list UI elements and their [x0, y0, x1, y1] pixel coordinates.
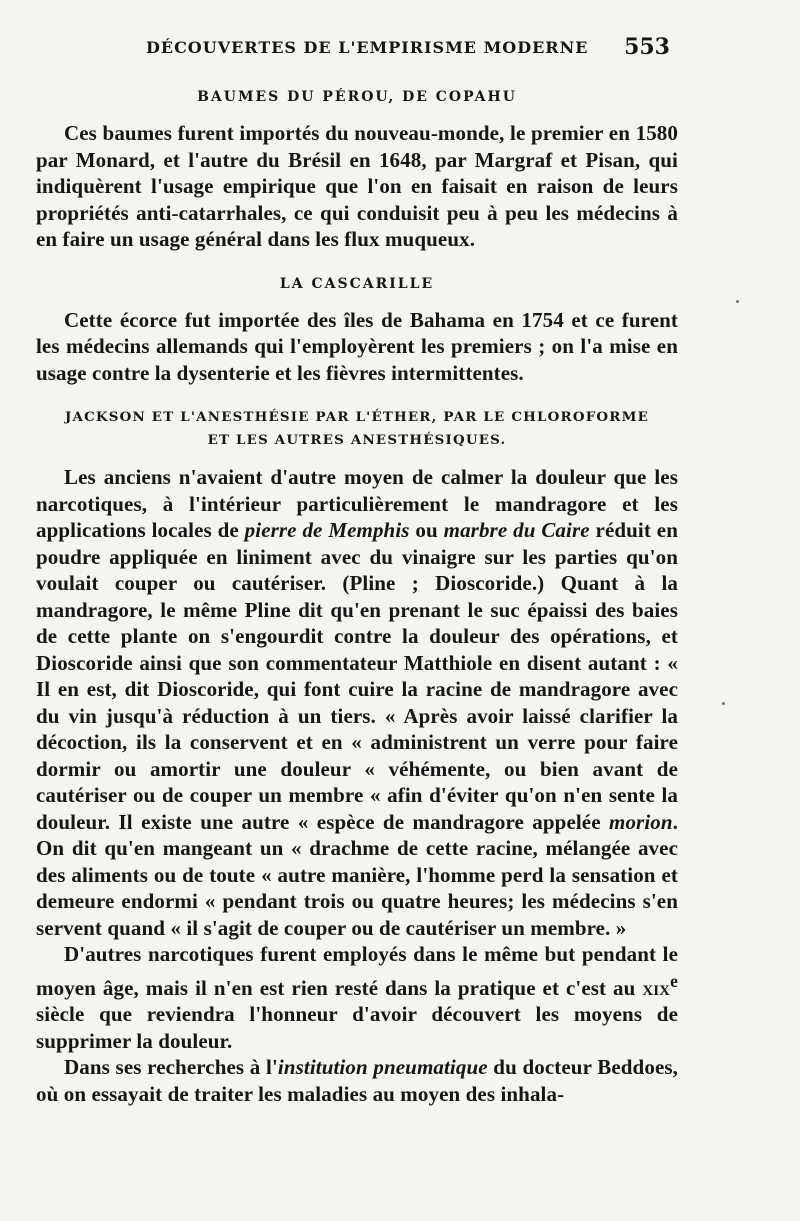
century-numeral: xix: [642, 975, 671, 1000]
section-title-jackson-line1: JACKSON ET L'ANESTHÉSIE PAR L'ÉTHER, PAR LE CHLOROFORME: [64, 409, 650, 425]
paragraph-cascarille: Cette écorce fut importée des îles de Bahama en 1754 et ce furent les médecins allemands qui l'employèrent les premiers ; on l'a mise en usage contre la dysenterie et les fièvres intermittentes.: [36, 307, 678, 385]
section-title-cascarille: LA CASCARILLE: [279, 275, 435, 292]
page-number: 553: [624, 34, 670, 60]
paragraph-anciens: [36, 464, 678, 941]
text-run: . On dit qu'en mangeant un « drachme de cette racine, mélangée avec des aliments ou de toute « autre manière, l'homme perd la sensation et demeure endormi « pendant trois ou quatre heures; les médecins s'en servent quand « il s'agit de couper ou de cautériser un membre. »: [36, 809, 678, 940]
text-run: Dans ses recherches à l': [64, 1055, 278, 1079]
section-title-baumes: BAUMES DU PÉROU, DE COPAHU: [197, 89, 517, 105]
text-run: D'autres narcotiques furent employés dans le même but pendant le moyen âge, mais il n'en est rien resté dans la pratique et c'est au: [36, 942, 678, 1000]
paragraph-narcotiques: [36, 941, 678, 1054]
text-run: ou: [409, 518, 444, 542]
page-body: [36, 86, 678, 1107]
italic-term: institution pneumatique: [277, 1055, 488, 1079]
paragraph-beddoes: [36, 1054, 678, 1107]
paper-speck: [736, 300, 739, 303]
text-run: siècle que reviendra l'honneur d'avoir découvert les moyens de supprimer la douleur.: [36, 1002, 678, 1053]
italic-term: pierre de Memphis: [244, 518, 410, 542]
page-header: [36, 34, 670, 64]
text-run: du docteur Beddoes, où on essayait de traiter les maladies au moyen des inhala-: [36, 1055, 678, 1106]
text-run: Les anciens n'avaient d'autre moyen de calmer la douleur que les narcotiques, à l'intérieur particulièrement le mandragore et les applications locales de: [36, 465, 678, 542]
text-run: réduit en poudre appliquée en liniment avec du vinaigre sur les parties qu'on voulait couper ou cautériser. (Pline ; Dioscoride.) Quant à la mandragore, le même Pline dit qu'en prenant le suc épaissi des baies de cette plante on s'engourdit contre la douleur des opérations, et Dioscoride ainsi que son commentateur Matthiole en disent autant : « Il en est, dit Dioscoride, qui font cuire la racine de mandragore avec du vin jusqu'à réduction à un tiers. « Après avoir laissé clarifier la décoction, ils la conservent et en « administrent un verre pour faire dormir ou amortir une douleur « véhémente, ou bien avant de cautériser ou de couper un membre « afin d'éviter qu'on n'en sente la douleur. Il existe une autre « espèce de mandragore appelée: [36, 518, 679, 834]
century-suffix: e: [670, 970, 678, 991]
paper-speck: [722, 702, 725, 705]
section-title-jackson-line2: ET LES AUTRES ANESTHÉSIQUES.: [207, 432, 507, 448]
italic-term: morion: [609, 809, 673, 834]
running-head: DÉCOUVERTES DE L'EMPIRISME MODERNE: [146, 38, 589, 57]
italic-term: marbre du Caire: [443, 518, 590, 542]
paragraph-baumes: Ces baumes furent importés du nouveau-monde, le premier en 1580 par Monard, et l'autre du Brésil en 1648, par Margraf et Pisan, qui indiquèrent l'usage empirique que l'on en faisait en raison de leurs propriétés anti-catarrhales, ce qui conduisit peu à peu les médecins à en faire un usage général dans les flux muqueux.: [36, 121, 678, 251]
